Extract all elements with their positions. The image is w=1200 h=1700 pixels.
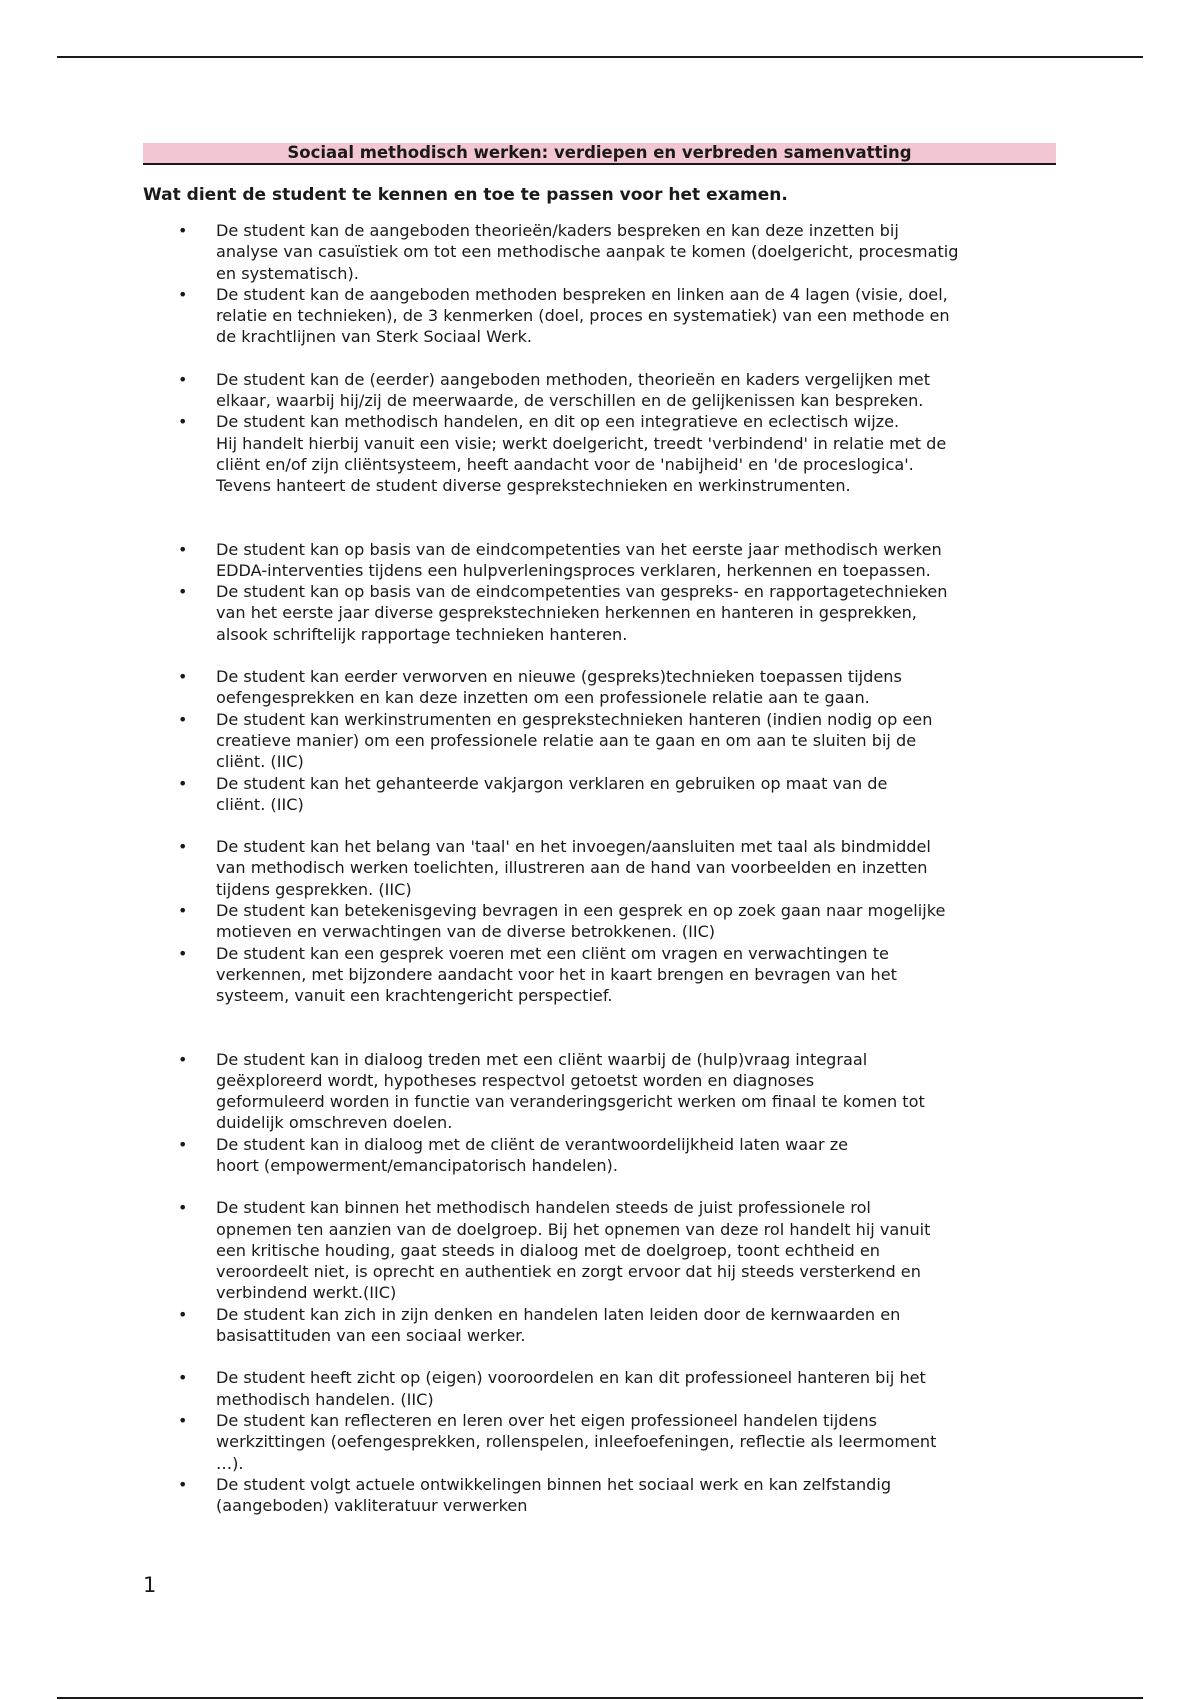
bullet-icon: • xyxy=(178,1134,188,1154)
bullet-group xyxy=(0,1367,1200,1516)
page-title: Sociaal methodisch werken: verdiepen en verbreden samenvatting xyxy=(143,143,1056,165)
bullet-icon: • xyxy=(178,582,188,602)
bullet-icon: • xyxy=(178,1198,188,1218)
list-item xyxy=(0,900,1046,943)
list-item xyxy=(0,411,1046,496)
list-item xyxy=(0,581,1046,645)
bullet-icon: • xyxy=(178,943,188,963)
header-rule xyxy=(57,56,1143,58)
list-item xyxy=(0,1367,1046,1410)
list-item-text: De student kan in dialoog treden met een cliënt waarbij de (hulp)vraag integraal geëxploreerd wordt, hypotheses respectvol getoetst worden en diagnoses geformuleerd worden in functie van veranderingsgericht werken om finaal te komen tot duidelijk omschreven doelen. xyxy=(216,1049,925,1133)
list-item-text: De student kan zich in zijn denken en handelen laten leiden door de kernwaarden en basisattituden van een sociaal werker. xyxy=(216,1304,901,1346)
bullet-group xyxy=(0,539,1200,645)
bullet-group xyxy=(0,666,1200,815)
list-item-text: De student kan op basis van de eindcompetenties van gespreks- en rapportagetechnieken van het eerste jaar diverse gesprekstechnieken herkennen en hanteren in gesprekken, alsook schriftelijk rapportage technieken hanteren. xyxy=(216,582,948,644)
list-item-text: De student kan in dialoog met de cliënt de verantwoordelijkheid laten waar ze hoort (empowerment/emancipatorisch handelen). xyxy=(216,1134,849,1175)
list-item-text: De student kan binnen het methodisch handelen steeds de juist professionele rol opnemen ten aanzien van de doelgroep. Bij het opnemen van deze rol handelt hij vanuit een kritische houding, gaat steeds in dialoog met de doelgroep, toont echtheid en veroordeelt niet, is oprecht en authentiek en zorgt ervoor dat hij steeds versterkend en verbindend werkt.(IIC) xyxy=(216,1198,931,1303)
list-item-text: De student kan reflecteren en leren over het eigen professioneel handelen tijdens werkzittingen (oefengesprekken, rollenspelen, inleefoefeningen, reflectie als leermoment …). xyxy=(216,1410,937,1473)
list-item-text: De student kan de aangeboden theorieën/kaders bespreken en kan deze inzetten bij analyse van casuïstiek om tot een methodische aanpak te komen (doelgericht, procesmatig en systematisch). xyxy=(216,221,959,283)
list-item-text: De student kan methodisch handelen, en dit op een integratieve en eclectisch wijze. Hij handelt hierbij vanuit een visie; werkt doelgericht, treedt 'verbindend' in relatie met de cliënt en/of zijn cliëntsysteem, heeft aandacht voor de 'nabijheid' en 'de proceslogica'. Tevens hanteert de student diverse gesprekstechnieken en werkinstrumenten. xyxy=(216,412,947,496)
list-item xyxy=(0,1474,1046,1517)
bullet-icon: • xyxy=(178,1410,188,1430)
list-item xyxy=(0,1197,1046,1303)
bullet-icon: • xyxy=(178,412,188,432)
list-item xyxy=(0,539,1046,582)
list-item-text: De student heeft zicht op (eigen) vooroordelen en kan dit professioneel hanteren bij het methodisch handelen. (IIC) xyxy=(216,1368,926,1409)
list-item-text: De student kan het belang van 'taal' en het invoegen/aansluiten met taal als bindmiddel van methodisch werken toelichten, illustreren aan de hand van voorbeelden en inzetten tijdens gesprekken. (IIC) xyxy=(216,837,931,899)
bullet-group xyxy=(0,369,1200,497)
bullet-icon: • xyxy=(178,369,188,389)
list-item xyxy=(0,836,1046,900)
bullet-icon: • xyxy=(178,709,188,729)
bullet-icon: • xyxy=(178,1049,188,1069)
bullet-group xyxy=(0,1197,1200,1346)
bullet-icon: • xyxy=(178,837,188,857)
bullet-icon: • xyxy=(178,667,188,687)
list-item xyxy=(0,1049,1046,1134)
bullet-group xyxy=(0,1049,1200,1177)
list-item xyxy=(0,943,1046,1007)
list-item xyxy=(0,369,1046,412)
list-item-text: De student kan werkinstrumenten en gesprekstechnieken hanteren (indien nodig op een creatieve manier) om een professionele relatie aan te gaan en om aan te sluiten bij de cliënt. (IIC) xyxy=(216,709,933,772)
list-item xyxy=(0,773,1046,816)
bullet-icon: • xyxy=(178,1304,188,1324)
list-item xyxy=(0,1410,1046,1474)
bullet-group xyxy=(0,220,1200,348)
list-item xyxy=(0,1304,1046,1347)
page-number: 1 xyxy=(143,1573,157,1597)
footer-rule xyxy=(57,1697,1143,1699)
bullet-icon: • xyxy=(178,773,188,793)
bullet-group xyxy=(0,836,1200,1006)
list-item-text: De student kan eerder verworven en nieuwe (gespreks)technieken toepassen tijdens oefengesprekken en kan deze inzetten om een professionele relatie aan te gaan. xyxy=(216,667,902,708)
list-item xyxy=(0,1134,1046,1177)
list-item xyxy=(0,220,1046,284)
bullet-icon: • xyxy=(178,539,188,559)
bullet-icon: • xyxy=(178,284,188,304)
list-item-text: De student kan de (eerder) aangeboden methoden, theorieën en kaders vergelijken met elkaar, waarbij hij/zij de meerwaarde, de verschillen en de gelijkenissen kan bespreken. xyxy=(216,369,931,411)
intro-heading: Wat dient de student te kennen en toe te passen voor het examen. xyxy=(143,185,788,205)
list-item-text: De student kan het gehanteerde vakjargon verklaren en gebruiken op maat van de cliënt. (IIC) xyxy=(216,773,888,814)
list-item-text: De student kan op basis van de eindcompetenties van het eerste jaar methodisch werken EDDA-interventies tijdens een hulpverleningsproces verklaren, herkennen en toepassen. xyxy=(216,539,942,580)
list-item-text: De student volgt actuele ontwikkelingen binnen het sociaal werk en kan zelfstandig (aangeboden) vakliteratuur verwerken xyxy=(216,1474,892,1516)
list-item xyxy=(0,709,1046,773)
list-item xyxy=(0,284,1046,348)
bullet-icon: • xyxy=(178,1474,188,1494)
list-item-text: De student kan betekenisgeving bevragen in een gesprek en op zoek gaan naar mogelijke motieven en verwachtingen van de diverse betrokkenen. (IIC) xyxy=(216,901,946,942)
requirements-list xyxy=(0,220,1200,1516)
bullet-icon: • xyxy=(178,901,188,921)
list-item-text: De student kan een gesprek voeren met een cliënt om vragen en verwachtingen te verkennen, met bijzondere aandacht voor het in kaart brengen en bevragen van het systeem, vanuit een krachtengericht perspectief. xyxy=(216,943,897,1006)
bullet-icon: • xyxy=(178,1368,188,1388)
list-item-text: De student kan de aangeboden methoden bespreken en linken aan de 4 lagen (visie, doel, relatie en technieken), de 3 kenmerken (doel, proces en systematiek) van een methode en de krachtlijnen van Sterk Sociaal Werk. xyxy=(216,284,950,347)
bullet-icon: • xyxy=(178,221,188,240)
list-item xyxy=(0,666,1046,709)
